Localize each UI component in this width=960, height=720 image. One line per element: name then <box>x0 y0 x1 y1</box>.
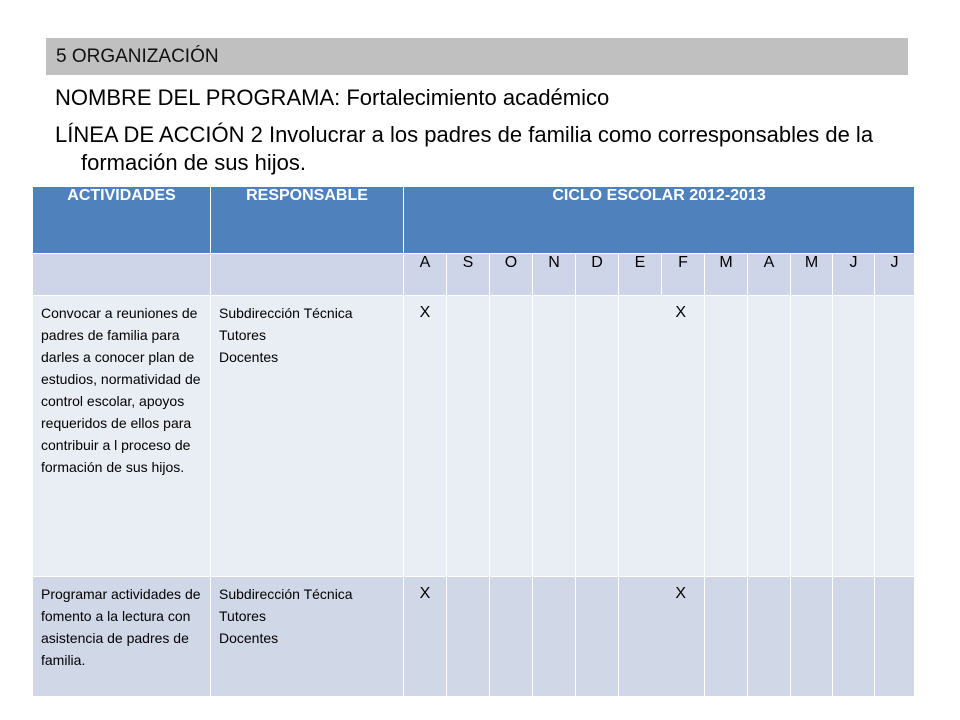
schedule-cell: X <box>404 296 447 577</box>
month-cell: M <box>791 254 833 296</box>
schedule-cell <box>833 296 875 577</box>
schedule-cell <box>705 577 748 697</box>
action-line: LÍNEA DE ACCIÓN 2 Involucrar a los padres de familia como corresponsables de la formación de sus hijos. <box>55 122 874 175</box>
table-row <box>33 577 915 697</box>
month-cell: S <box>447 254 490 296</box>
month-cell: O <box>490 254 533 296</box>
schedule-cell <box>875 296 915 577</box>
month-cell: M <box>705 254 748 296</box>
responsible-line: Subdirección Técnica <box>219 305 353 321</box>
months-empty-cell <box>211 254 404 296</box>
months-empty-cell <box>33 254 211 296</box>
schedule-cell <box>533 577 576 697</box>
responsible-cell <box>211 296 404 577</box>
schedule-cell <box>490 577 533 697</box>
activity-cell: Convocar a reuniones de padres de familia para darles a conocer plan de estudios, normatividad de control escolar, apoyos requeridos de ellos para contribuir a l proceso de formación de sus hijos. <box>33 296 211 577</box>
schedule-cell <box>748 296 791 577</box>
header-responsible: RESPONSABLE <box>211 187 404 254</box>
schedule-cell <box>576 296 619 577</box>
section-title: 5 ORGANIZACIÓN <box>46 38 908 75</box>
responsible-line: Tutores <box>219 608 266 624</box>
header-activities: ACTIVIDADES <box>33 187 211 254</box>
schedule-cell <box>791 577 833 697</box>
responsible-line: Subdirección Técnica <box>219 586 353 602</box>
responsible-cell <box>211 577 404 697</box>
month-cell: J <box>833 254 875 296</box>
schedule-cell <box>447 577 490 697</box>
schedule-cell <box>875 577 915 697</box>
month-cell: J <box>875 254 915 296</box>
responsible-line: Docentes <box>219 630 279 646</box>
month-cell: A <box>748 254 791 296</box>
schedule-cell <box>705 296 748 577</box>
schedule-cell <box>791 296 833 577</box>
month-cell: D <box>576 254 619 296</box>
activity-cell: Programar actividades de fomento a la lectura con asistencia de padres de familia. <box>33 577 211 697</box>
schedule-cell <box>533 296 576 577</box>
program-name-line: NOMBRE DEL PROGRAMA: Fortalecimiento académico <box>55 85 610 110</box>
responsible-line: Docentes <box>219 349 279 365</box>
schedule-cell: X <box>619 296 705 577</box>
table-row <box>33 296 915 577</box>
organization-table <box>32 186 915 697</box>
month-cell: F <box>662 254 705 296</box>
schedule-cell <box>490 296 533 577</box>
schedule-cell <box>576 577 619 697</box>
month-cell: E <box>619 254 662 296</box>
month-cell: A <box>404 254 447 296</box>
responsible-line: Tutores <box>219 327 266 343</box>
schedule-cell <box>748 577 791 697</box>
table-header-row <box>33 187 915 254</box>
header-school-cycle: CICLO ESCOLAR 2012-2013 <box>404 187 915 254</box>
schedule-cell: X <box>404 577 447 697</box>
months-row <box>33 254 915 296</box>
month-cell: N <box>533 254 576 296</box>
schedule-cell <box>833 577 875 697</box>
schedule-cell <box>447 296 490 577</box>
schedule-cell: X <box>619 577 705 697</box>
